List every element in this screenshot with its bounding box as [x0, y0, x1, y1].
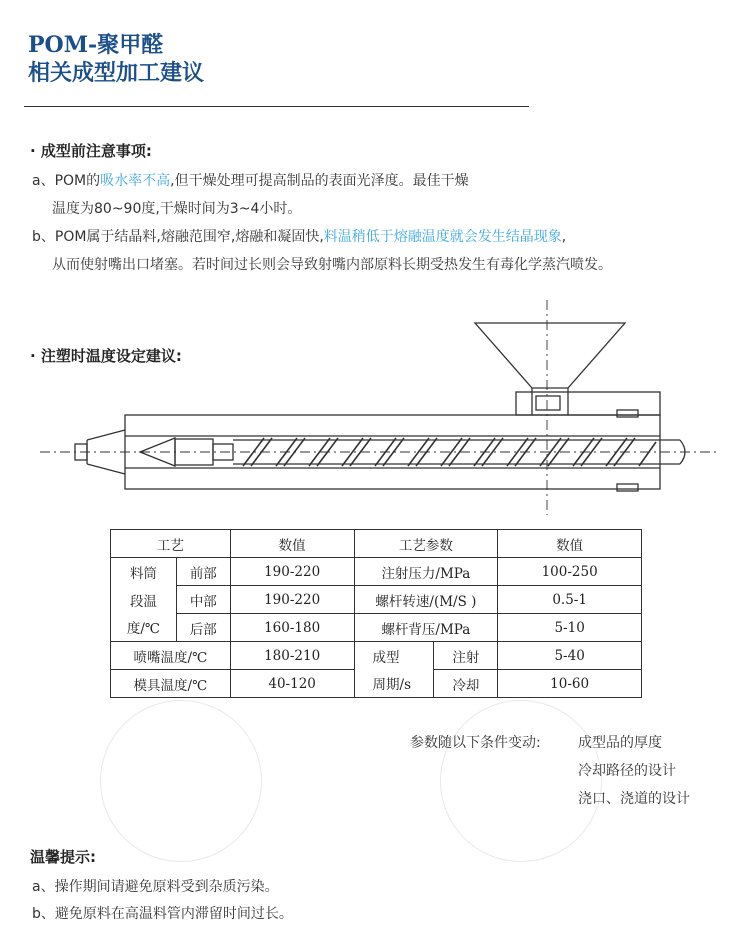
precaution-a-suffix: ,但干燥处理可提高制品的表面光泽度。最佳干燥 — [170, 173, 469, 189]
cool-value: 10-60 — [498, 670, 642, 698]
page-title: POM-聚甲醛 — [28, 32, 164, 58]
process-parameter-table — [110, 529, 642, 698]
conditions-label: 参数随以下条件变动: — [410, 735, 541, 751]
precaution-b-highlight: 料温稍低于熔融温度就会发生结晶现象 — [323, 229, 562, 245]
barrel-label-2: 段温 — [111, 586, 177, 614]
mold-temp-label: 模具温度/℃ — [111, 670, 231, 698]
header-param: 工艺参数 — [354, 530, 498, 558]
cool-label: 冷却 — [434, 670, 498, 698]
back-pressure-value: 5-10 — [498, 614, 642, 642]
condition-item: 浇口、浇道的设计 — [578, 791, 690, 807]
precaution-a-highlight: 吸水率不高 — [100, 173, 171, 189]
table-row — [111, 642, 642, 670]
front-value: 190-220 — [230, 558, 354, 586]
condition-item: 成型品的厚度 — [578, 735, 662, 751]
middle-label: 中部 — [176, 586, 230, 614]
watermark-circle — [440, 700, 602, 862]
tips-heading: 温馨提示: — [30, 848, 96, 866]
watermark-circle — [100, 700, 262, 862]
nozzle-temp-label: 喷嘴温度/℃ — [111, 642, 231, 670]
barrel-label-3: 度/℃ — [111, 614, 177, 642]
screw-speed-label: 螺杆转速/(M/S ) — [354, 586, 498, 614]
nozzle-temp-value: 180-210 — [230, 642, 354, 670]
header-craft: 工艺 — [111, 530, 231, 558]
precaution-b-line2: 从而使射嘴出口堵塞。若时间过长则会导致射嘴内部原料长期受热发生有毒化学蒸汽喷发。 — [52, 257, 612, 273]
tip-b: b、避免原料在高温料管内滞留时间过长。 — [32, 906, 293, 922]
front-label: 前部 — [176, 558, 230, 586]
cycle-label-1: 成型 — [354, 642, 434, 670]
table-row — [111, 558, 642, 586]
precaution-b — [32, 226, 566, 246]
mold-temp-value: 40-120 — [230, 670, 354, 698]
injection-screw-diagram — [0, 300, 750, 515]
barrel-label-1: 料筒 — [111, 558, 177, 586]
table-row — [111, 614, 642, 642]
table-row — [111, 530, 642, 558]
title-divider — [24, 106, 529, 107]
precaution-b-suffix: , — [561, 229, 567, 245]
precautions-heading: · 成型前注意事项: — [30, 142, 152, 160]
precaution-a-prefix: a、POM的 — [32, 173, 101, 189]
table-row — [111, 670, 642, 698]
injection-pressure-label: 注射压力/MPa — [354, 558, 498, 586]
precaution-a — [32, 170, 469, 190]
temperature-heading: · 注塑时温度设定建议: — [30, 347, 182, 365]
rear-label: 后部 — [176, 614, 230, 642]
inject-label: 注射 — [434, 642, 498, 670]
header-value2: 数值 — [498, 530, 642, 558]
page-subtitle: 相关成型加工建议 — [28, 60, 205, 86]
precaution-a-line2: 温度为80~90度,干燥时间为3~4小时。 — [52, 201, 302, 217]
header-value: 数值 — [230, 530, 354, 558]
table-row — [111, 586, 642, 614]
rear-value: 160-180 — [230, 614, 354, 642]
tip-a: a、操作期间请避免原料受到杂质污染。 — [32, 879, 279, 895]
condition-item: 冷却路径的设计 — [578, 763, 676, 779]
precaution-b-prefix: b、POM属于结晶料,熔融范围窄,熔融和凝固快, — [32, 229, 324, 245]
screw-speed-value: 0.5-1 — [498, 586, 642, 614]
injection-pressure-value: 100-250 — [498, 558, 642, 586]
middle-value: 190-220 — [230, 586, 354, 614]
inject-value: 5-40 — [498, 642, 642, 670]
cycle-label-2: 周期/s — [354, 670, 434, 698]
back-pressure-label: 螺杆背压/MPa — [354, 614, 498, 642]
